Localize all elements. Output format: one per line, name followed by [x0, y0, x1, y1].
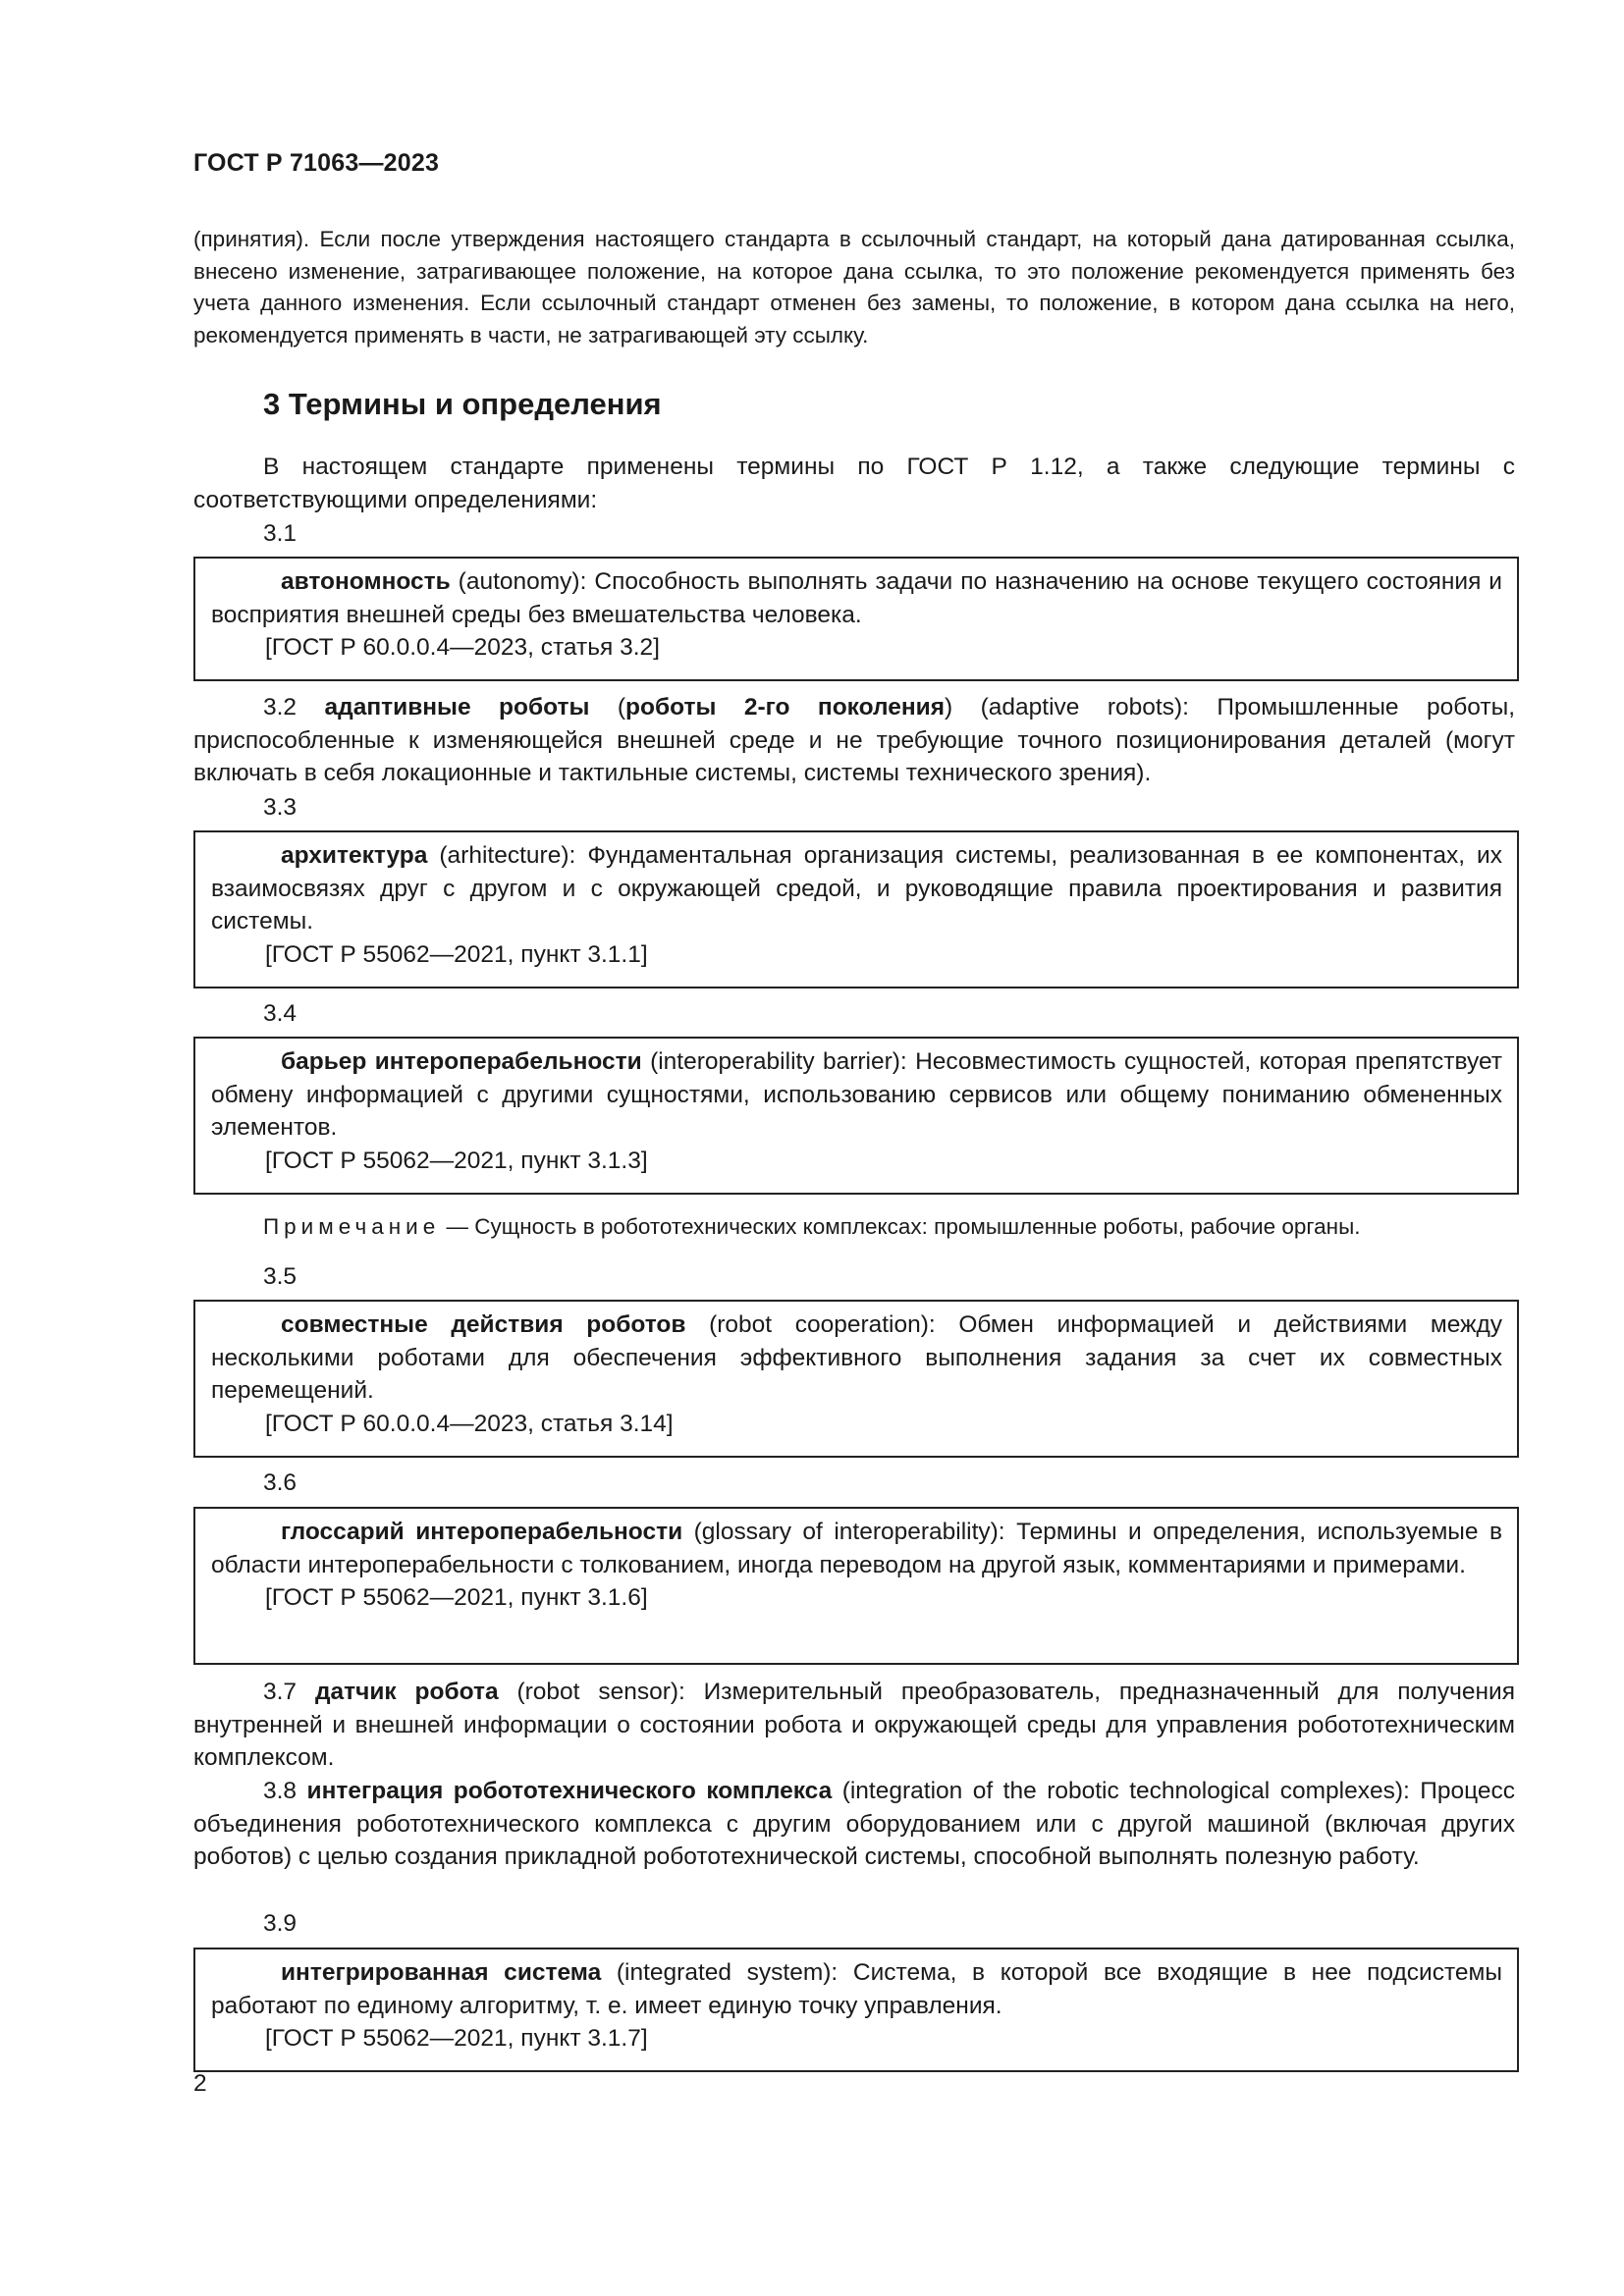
term-box-autonomy	[193, 557, 1519, 681]
term-name: совместные действия роботов	[281, 1311, 686, 1338]
term-box-interoperability-barrier	[193, 1037, 1519, 1195]
term-definition: (robot cooperation): Обмен информацией и действиями между несколькими роботами для обеспечения эффективного выполнения задания за счет их совместных перемещений.	[211, 1311, 1502, 1404]
term-adaptive-robots: 3.2 адаптивные роботы (роботы 2-го поколения) (adaptive robots): Промышленные роботы, приспособленные к изменяющейся внешней среде и не требующие точного позиционирования деталей (могут включать в себя локационные и тактильные системы, системы технического зрения).	[193, 694, 1516, 786]
note-text: — Сущность в робототехнических комплексах: промышленные роботы, рабочие органы.	[440, 1214, 1361, 1239]
term-number: 3.1	[263, 520, 298, 547]
page-number: 2	[193, 2070, 207, 2097]
term-definition: (autonomy): Способность выполнять задачи по назначению на основе текущего состояния и восприятия внешней среды без вмешательства человека.	[211, 568, 1502, 628]
intro-paragraph: (принятия). Если после утверждения настоящего стандарта в ссылочный стандарт, на который дана датированная ссылка, внесено изменение, затрагивающее положение, на которое дана ссылка, то это положение рекомендуется применять без учета данного изменения. Если ссылочный стандарт отменен без замены, то положение, в котором дана ссылка на него, рекомендуется применять в части, не затрагивающей эту ссылку.	[193, 227, 1515, 347]
term-name: интеграция робототехнического комплекса	[306, 1778, 833, 1804]
note-label: Примечание	[263, 1214, 441, 1239]
term-source: [ГОСТ Р 55062—2021, пункт 3.1.1]	[265, 940, 648, 968]
term-number: 3.2	[263, 694, 298, 721]
term-definition: (integrated system): Система, в которой все входящие в нее подсистемы работают по единому алгоритму, т. е. имеет единую точку управления.	[211, 1959, 1502, 2019]
term-name: адаптивные роботы	[324, 694, 590, 721]
term-box-integrated-system	[193, 1948, 1519, 2072]
term-definition: (arhitecture): Фундаментальная организация системы, реализованная в ее компонентах, их взаимосвязях друг с другом и с окружающей средой, и руководящие правила проектирования и развития системы.	[211, 842, 1502, 934]
term-number: 3.7	[263, 1679, 298, 1705]
term-definition: ) (adaptive robots): Промышленные роботы, приспособленные к изменяющейся внешней среде и не требующие точного позиционирования деталей (могут включать в себя локационные и тактильные системы, системы технического зрения).	[193, 694, 1516, 786]
term-definition: (integration of the robotic technological complexes): Процесс объединения робототехнического комплекса с другим оборудованием или с другой машиной (включая других роботов) с целью создания прикладной робототехнической системы, способной выполнять полезную работу.	[193, 1778, 1516, 1870]
section-title: 3 Термины и определения	[263, 387, 662, 421]
term-integration	[193, 1775, 1515, 1874]
term-source: [ГОСТ Р 55062—2021, пункт 3.1.6]	[265, 1584, 648, 1611]
term-number: 3.8	[263, 1778, 298, 1804]
term-synonym: роботы 2-го поколения	[625, 694, 945, 721]
term-definition: (glossary of interoperability): Термины и определения, используемые в области интероперабельности с толкованием, иногда переводом на другой язык, комментариями и примерами.	[211, 1519, 1502, 1578]
term-name: глоссарий интероперабельности	[281, 1519, 683, 1545]
standard-header: ГОСТ Р 71063—2023	[193, 149, 440, 177]
term-box-glossary	[193, 1507, 1519, 1665]
term-number: 3.5	[263, 1263, 298, 1290]
term-source: [ГОСТ Р 55062—2021, пункт 3.1.7]	[265, 2025, 648, 2052]
term-source: [ГОСТ Р 55062—2021, пункт 3.1.3]	[265, 1147, 648, 1174]
section-lead: В настоящем стандарте применены термины по ГОСТ Р 1.12, а также следующие термины с соответствующими определениями:	[193, 454, 1515, 513]
term-name: автономность	[281, 568, 451, 595]
term-name: интегрированная система	[281, 1959, 602, 1986]
term-definition: (interoperability barrier): Несовместимость сущностей, которая препятствует обмену информацией с другими сущностями, использованию сервисов или общему пониманию обмененных элементов.	[211, 1048, 1502, 1141]
term-box-architecture	[193, 830, 1519, 988]
term-number: 3.4	[263, 1000, 298, 1027]
term-number: 3.3	[263, 794, 298, 821]
term-source: [ГОСТ Р 60.0.0.4—2023, статья 3.2]	[265, 634, 660, 661]
term-number: 3.6	[263, 1469, 298, 1496]
term-source: [ГОСТ Р 60.0.0.4—2023, статья 3.14]	[265, 1410, 674, 1437]
term-name: архитектура	[281, 842, 428, 869]
term-box-robot-cooperation	[193, 1300, 1519, 1458]
term-name: барьер интероперабельности	[281, 1048, 642, 1075]
term-name: датчик робота	[314, 1679, 499, 1705]
term-definition: (robot sensor): Измерительный преобразователь, предназначенный для получения внутренней и внешней информации о состоянии робота и окружающей среды для управления робототехническим комплексом.	[193, 1679, 1515, 1771]
note	[263, 1211, 1510, 1244]
term-robot-sensor	[193, 1676, 1515, 1775]
term-number: 3.9	[263, 1910, 298, 1937]
